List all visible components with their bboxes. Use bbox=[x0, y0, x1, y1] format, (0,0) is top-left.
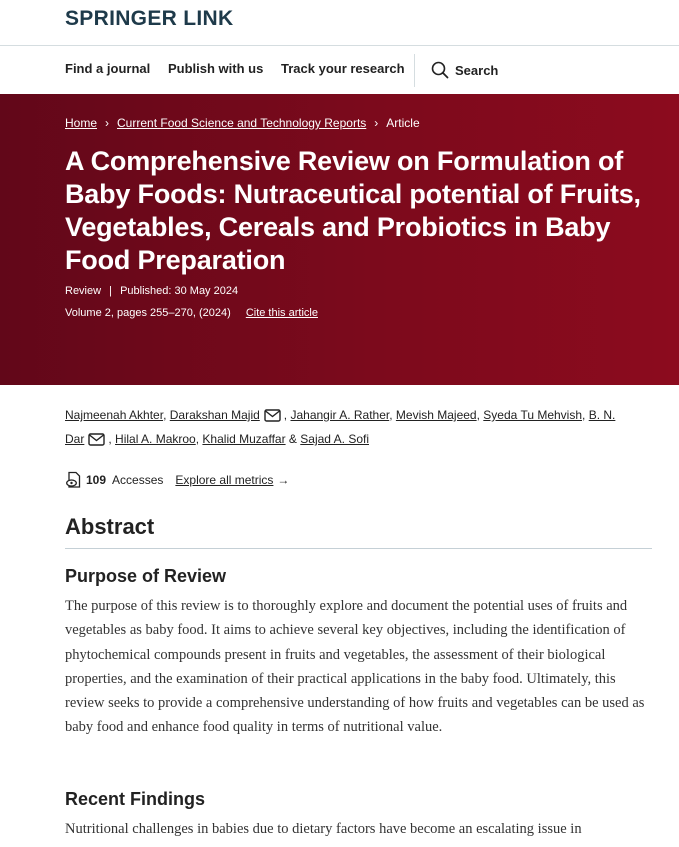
nav-divider bbox=[414, 54, 415, 87]
author-link[interactable]: Mevish Majeed bbox=[395, 408, 477, 422]
main-nav bbox=[0, 46, 679, 94]
mail-icon[interactable] bbox=[88, 433, 105, 446]
author-link[interactable]: Jahangir A. Rather bbox=[290, 408, 390, 422]
author-link[interactable]: Najmeenah Akhter bbox=[65, 408, 164, 422]
author-link[interactable]: Sajad A. Sofi bbox=[300, 432, 369, 446]
accesses-label: Accesses bbox=[112, 473, 164, 487]
search-icon bbox=[431, 61, 449, 79]
article-meta bbox=[65, 285, 238, 297]
meta-separator: | bbox=[109, 285, 112, 297]
breadcrumb-current: Article bbox=[386, 116, 420, 130]
accesses-count: 109 bbox=[86, 473, 107, 487]
article-type: Review bbox=[65, 285, 102, 297]
nav-publish-with-us[interactable]: Publish with us bbox=[168, 61, 264, 76]
nav-track-research[interactable]: Track your research bbox=[281, 61, 405, 76]
cite-article-link[interactable]: Cite this article bbox=[245, 307, 318, 319]
accesses-icon bbox=[65, 471, 83, 489]
article-hero bbox=[0, 94, 679, 385]
explore-metrics-link[interactable]: Explore all metrics bbox=[175, 473, 274, 487]
purpose-text: The purpose of this review is to thoroughly explore and document the potential uses of fruits and vegetables as baby food. It aims to achieve several key objectives, including the identification of phytochemical compounds present in fruits and vegetables, the assessment of their biological properties, and the examination of their practical applications in the baby food. Ultimately, this review seeks to provide a comprehensive understanding of how fruits and vegetables can be used as baby food and enhance food quality in terms of nutritional value. bbox=[65, 598, 645, 736]
findings-text: Nutritional challenges in babies due to dietary factors have become an escalating issue in bbox=[65, 821, 582, 837]
volume-info: Volume 2, pages 255–270, (2024) bbox=[65, 307, 231, 319]
search-label: Search bbox=[455, 62, 499, 78]
chevron-right-icon: › bbox=[105, 116, 110, 130]
breadcrumb-home[interactable]: Home bbox=[65, 116, 98, 130]
springer-link-logo[interactable]: SPRINGER LINK bbox=[65, 7, 234, 30]
chevron-right-icon: › bbox=[374, 116, 379, 130]
author-link[interactable]: Syeda Tu Mehvish bbox=[483, 408, 583, 422]
author-link[interactable]: B. N. bbox=[588, 408, 616, 422]
published-date: Published: 30 May 2024 bbox=[120, 285, 239, 297]
author-link[interactable]: Hilal A. Makroo bbox=[115, 432, 196, 446]
site-header bbox=[0, 0, 679, 46]
arrow-right-icon: → bbox=[277, 473, 290, 487]
abstract-divider bbox=[65, 548, 652, 549]
author-link[interactable]: Darakshan Majid bbox=[169, 408, 260, 422]
author-link[interactable]: Dar bbox=[65, 432, 85, 446]
purpose-heading: Purpose of Review bbox=[65, 566, 227, 586]
article-metrics bbox=[65, 471, 289, 489]
author-link[interactable]: Khalid Muzaffar bbox=[202, 432, 286, 446]
search-button[interactable] bbox=[431, 59, 498, 81]
mail-icon[interactable] bbox=[264, 409, 281, 422]
article-title: A Comprehensive Review on Formulation of Baby Foods: Nutraceutical potential of Fruits, Vegetables, Cereals and Probiotics in Baby Food Preparation bbox=[65, 146, 641, 275]
abstract-heading: Abstract bbox=[65, 514, 155, 539]
author-list: Najmeenah Akhter, Darakshan Majid , Jahangir A. Rather, Mevish Majeed, Syeda Tu Mehvish, B. N. Dar , Hilal A. Makroo, Khalid Muzaffar & Sajad A. Sofi bbox=[65, 408, 616, 446]
nav-find-journal[interactable]: Find a journal bbox=[65, 61, 151, 76]
breadcrumb-journal[interactable]: Current Food Science and Technology Reports bbox=[117, 116, 367, 130]
breadcrumb bbox=[65, 116, 420, 130]
findings-heading: Recent Findings bbox=[65, 789, 206, 809]
article-volume-row bbox=[65, 307, 318, 319]
